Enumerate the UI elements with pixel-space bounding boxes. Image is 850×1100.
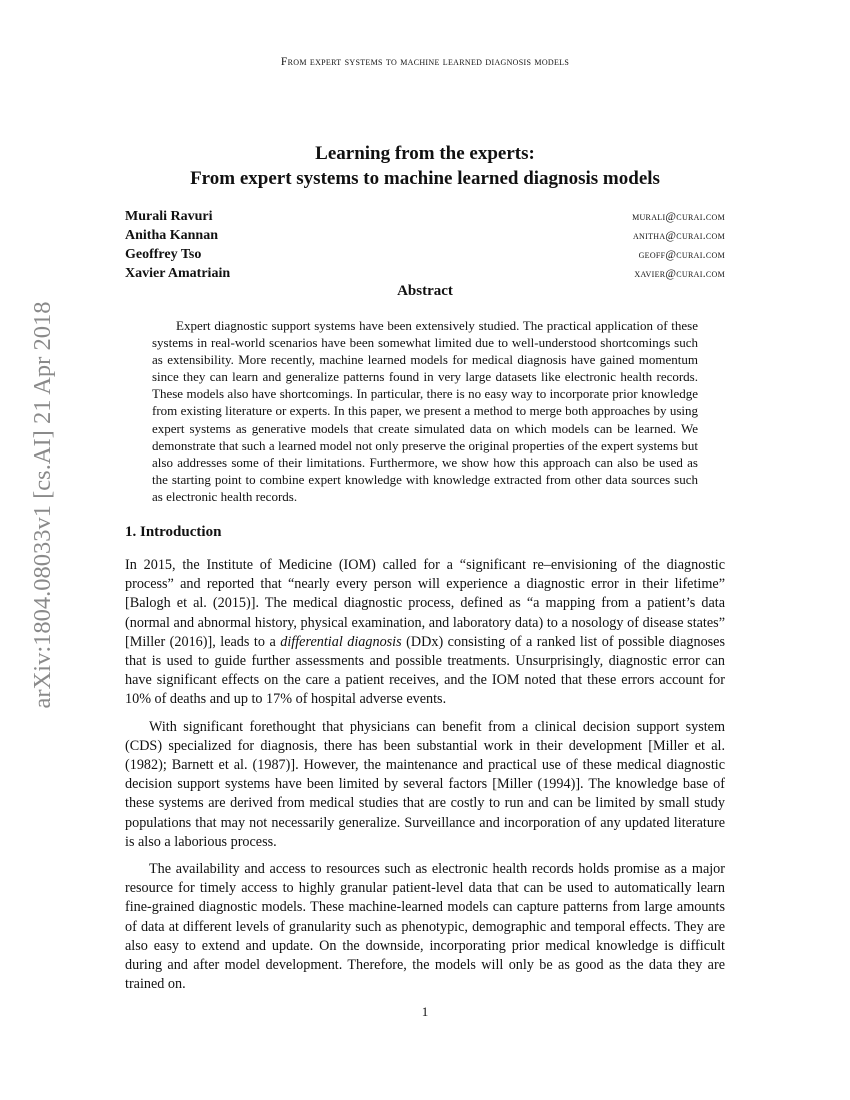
author-row [125, 228, 725, 247]
author-name: Anitha Kannan [125, 228, 218, 243]
paragraph-text: (DDx) consisting of a ranked list of possible diagnoses that is used to guide further assessments and possible treatments. Unsurprisingly, diagnostic error can have significant effects on the care a patient receives, and the IOM noted that these errors account for 10% of deaths and up to 17% of hospital adverse events. [125, 633, 726, 708]
paragraph: With significant forethought that physicians can benefit from a clinical decision support system (CDS) specialized for diagnosis, there has been substantial work in their development [Miller et al. (1982); Barnett et al. (1987)]. However, the maintenance and practical use of these medical diagnostic decision support systems have been limited by several factors [Miller (1994)]. The knowledge base of these systems are derived from medical studies that are costly to run and can be limited by small study populations that may not necessarily generalize. Surveillance and incorporation of any updated literature is also a laborious process. [125, 718, 725, 850]
paragraph-text: In 2015, the Institute of Medicine (IOM) called for a “significant re–envisioning of the diagnostic process” and reported that “nearly every person will experience a diagnostic error in their lifetime” [Balogh et al. (2015)]. The medical diagnostic process, defined as “a mapping from a patient’s data (normal and abnormal history, physical examination, and laboratory data) to a nosology of disease states” [Miller (2016)], leads to a [125, 557, 725, 650]
abstract-text: Expert diagnostic support systems have been extensively studied. The practical application of these systems in real-world scenarios have been somewhat limited due to well-understood shortcomings such as extensibility. More recently, machine learned models for medical diagnosis have gained momentum since they can learn and generalize patterns found in very large datasets like electronic health records. These models also have shortcomings. In particular, there is no easy way to incorporate prior knowledge from existing literature or experts. In this paper, we present a method to merge both approaches by using expert systems as generative models that create simulated data on which models can be learned. We demonstrate that such a learned model not only preserve the original properties of the expert systems but also addresses some of their limitations. Furthermore, we show how this approach can also be used as the starting point to combine expert knowledge with knowledge extracted from other data sources such as electronic health records. [152, 318, 698, 504]
author-email: murali@curai.com [632, 211, 725, 223]
author-email: geoff@curai.com [638, 249, 725, 261]
paper-title [0, 141, 850, 191]
running-head: From expert systems to machine learned diagnosis models [280, 56, 570, 68]
paragraph [125, 556, 725, 710]
abstract-heading: Abstract [397, 283, 453, 299]
author-name: Xavier Amatriain [125, 266, 231, 281]
author-row [125, 209, 725, 228]
author-name: Geoffrey Tso [125, 247, 202, 262]
title-line-1: Learning from the experts: [315, 143, 535, 164]
author-row [125, 247, 725, 266]
author-list [125, 209, 725, 285]
title-line-2: From expert systems to machine learned diagnosis models [190, 168, 660, 189]
paragraph: The availability and access to resources such as electronic health records holds promise as a major resource for timely access to highly granular patient-level data that can be used to automatically learn fine-grained diagnostic models. These machine-learned models can capture patterns from large amounts of data at different levels of granularity such as phenotypic, demographic and temporal effects. They are also easy to extend and update. On the downside, incorporating prior medical knowledge is difficult during and after model development. Therefore, the models will only be as good as the data they are trained on. [125, 861, 725, 993]
emphasized-term: differential diagnosis [280, 633, 402, 650]
author-name: Murali Ravuri [125, 209, 213, 224]
page-number: 1 [421, 1004, 429, 1019]
introduction-body [125, 556, 725, 1002]
author-email: xavier@curai.com [634, 268, 725, 280]
section-heading-introduction: 1. Introduction [125, 524, 222, 540]
arxiv-identifier-stamp: arXiv:1804.08033v1 [cs.AI] 21 Apr 2018 [29, 301, 56, 709]
author-email: anitha@curai.com [632, 230, 725, 242]
